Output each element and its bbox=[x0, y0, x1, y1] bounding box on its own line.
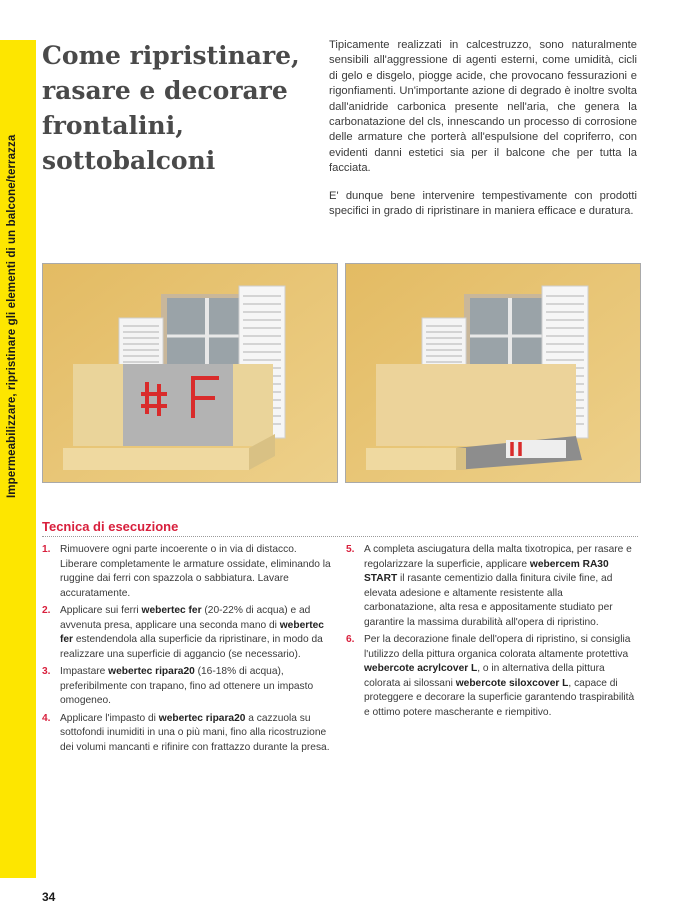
product-name: webercem RA30 START bbox=[364, 558, 609, 584]
product-name: webercote acrylcover L bbox=[364, 663, 478, 674]
step-item bbox=[346, 543, 636, 630]
product-name: webertec ripara20 bbox=[158, 712, 246, 724]
step-text: Applicare sui ferri webertec fer (20-22% di acqua) e ad avvenuta presa, applicare una seconda mano di webertec fer estendendola alla superficie da ripristinare, in modo da realizzare una superficie di aggancio (se necessario). bbox=[60, 605, 324, 660]
step-number: 3. bbox=[42, 666, 51, 677]
steps-column-left bbox=[42, 543, 332, 758]
step-text: Impastare webertec ripara20 (16-18% di acqua), preferibilmente con trapano, fino ad ottenere un impasto omogeneo. bbox=[60, 666, 314, 706]
step-text: Per la decorazione finale dell'opera di ripristino, si consiglia l'utilizzo della pittura organica colorata altamente protettiva webercote acrylcover L, o in alternativa della pittura colorata ai silossani webercote siloxcover L, capace di proteggere e decorare la superficie garantendo traspirabilità e ottimo potere mascherante e riempitivo. bbox=[364, 634, 635, 718]
step-text: A completa asciugatura della malta tixotropica, per rasare e regolarizzare la superficie, applicare webercem RA30 START il rasante cementizio dalla finitura civile fine, ad elevata adesione e altamente resistente alla carbonatazione, alta resa e appositamente studiato per garantire la massima durabilità all'opera di ripristino. bbox=[364, 544, 632, 628]
illustration-damaged-balcony bbox=[42, 263, 338, 483]
product-name: webertec fer bbox=[60, 619, 324, 645]
step-item bbox=[42, 604, 332, 662]
step-number: 5. bbox=[346, 544, 355, 555]
steps-column-right bbox=[346, 543, 636, 723]
step-number: 4. bbox=[42, 712, 51, 724]
step-number: 6. bbox=[346, 634, 355, 645]
product-name: webertec ripara20 bbox=[108, 666, 195, 677]
page-title: Come ripristinare, rasare e decorare frontalini, sottobalconi bbox=[42, 41, 300, 175]
intro-paragraph-2: E' dunque bene intervenire tempestivamente con prodotti specifici in grado di ripristinare in maniera efficace e duratura. bbox=[329, 189, 637, 218]
product-name: webertec fer bbox=[141, 605, 202, 616]
illustration-restored-balcony bbox=[345, 263, 641, 483]
step-text: Rimuovere ogni parte incoerente o in via di distacco. Liberare completamente le armature ossidate, eliminando la ruggine dai ferri con spazzola o sabbiatura. Lavare accuratamente. bbox=[60, 544, 331, 599]
step-item bbox=[42, 712, 332, 756]
intro-paragraph-1: Tipicamente realizzati in calcestruzzo, sono naturalmente sensibili all'aggressione di agenti esterni, come umidità, cicli di gelo e disgelo, piogge acide, che provocano fessurazioni e rigonfiamenti. Un'importante azione di degrado è inoltre svolta dall'anidride carbonica presente nell'aria, che genera la carbonatazione del cls, innescando un processo di corrosione delle armature che porterà all'espulsione del copriferro, con evidenti danni estetici sia per il balcone che per tutta la facciata. bbox=[329, 39, 637, 175]
step-number: 2. bbox=[42, 605, 51, 616]
page-number: 34 bbox=[42, 890, 56, 904]
intro-text bbox=[329, 38, 637, 231]
sidebar-chapter-label: Impermeabilizzare, ripristinare gli elementi di un balcone/terrazza bbox=[6, 134, 18, 498]
step-item bbox=[42, 665, 332, 709]
step-number: 1. bbox=[42, 544, 51, 555]
step-item bbox=[346, 633, 636, 720]
step-text: Applicare l'impasto di webertec ripara20 a cazzuola su sottofondi inumiditi in una o più mani, fino alla ricostruzione dei volumi mancanti e rifinire con frattazzo durante la presa. bbox=[60, 712, 330, 753]
section-divider bbox=[42, 536, 638, 537]
product-name: webercote siloxcover L bbox=[455, 677, 569, 689]
section-title: Tecnica di esecuzione bbox=[42, 519, 179, 534]
step-item bbox=[42, 543, 332, 601]
